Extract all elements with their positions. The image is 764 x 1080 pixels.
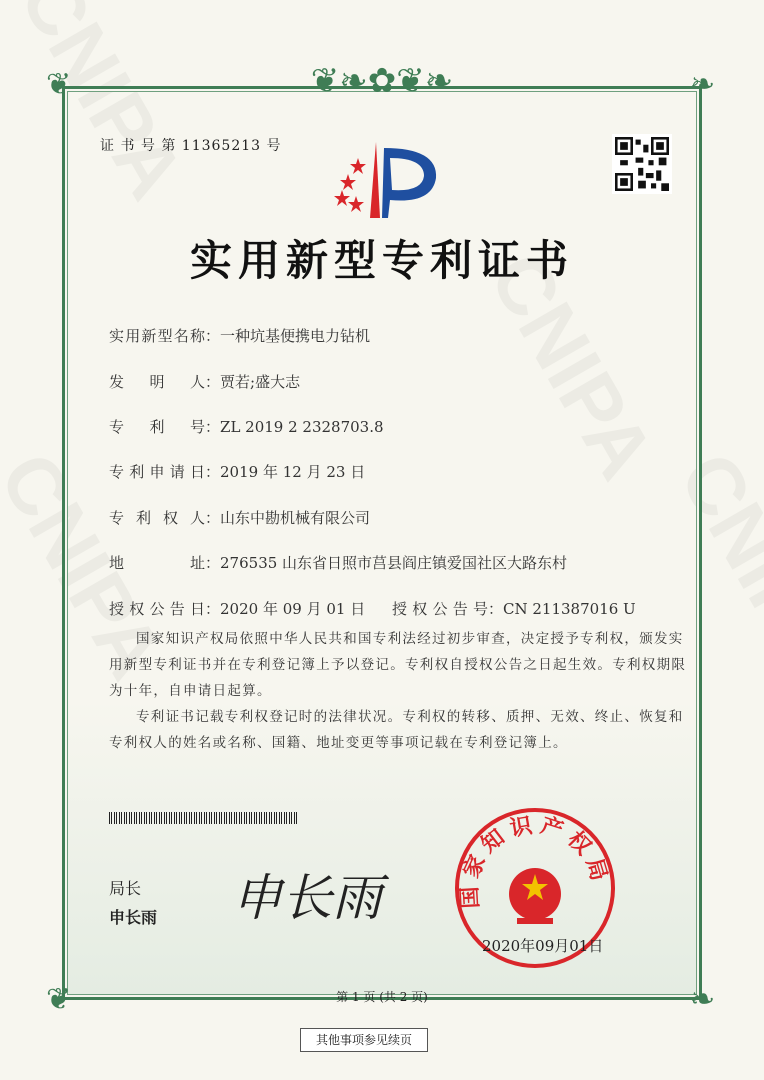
signature: 申长雨 — [232, 869, 382, 927]
field-inventor: 发明人：贾若;盛大志 — [109, 373, 301, 391]
certificate-number: 证 书 号 第 11365213 号 — [100, 138, 282, 154]
ornament-corner: ❧ — [690, 67, 716, 102]
cnipa-logo — [328, 138, 440, 220]
ornament-corner: ❦ — [46, 982, 72, 1017]
field-grant-date: 授权公告日：2020 年 09 月 01 日 — [109, 600, 366, 618]
certificate-title: 实用新型专利证书 — [189, 236, 574, 285]
field-patent-number: 专利号：ZL 2019 2 2328703.8 — [109, 418, 384, 436]
official-title: 局长 — [109, 879, 142, 898]
page-indicator: 第 1 页 (共 2 页) — [336, 990, 428, 1004]
statement-paragraph: 专利证书记载专利权登记时的法律状况。专利权的转移、质押、无效、终止、恢复和专利权人的姓名或名称、国籍、地址变更等事项记载在专利登记簿上。 — [109, 709, 684, 751]
field-address: 地址：276535 山东省日照市莒县阎庄镇爱国社区大路东村 — [109, 554, 568, 572]
ornament-top: ❦❧✿❦❧ — [310, 61, 454, 101]
seal-date: 2020年09月01日 — [482, 937, 604, 955]
ornament-corner: ❧ — [690, 982, 716, 1017]
ornament-corner: ❦ — [46, 67, 72, 102]
continuation-note: 其他事项参见续页 — [300, 1028, 428, 1052]
field-name: 实用新型名称：一种坑基便携电力钻机 — [109, 327, 371, 345]
statement-paragraph: 国家知识产权局依照中华人民共和国专利法经过初步审查，决定授予专利权，颁发实用新型专利证书并在专利登记簿上予以登记。专利权自授权公告之日起生效。专利权期限为十年，自申请日起算。 — [109, 631, 687, 699]
barcode — [109, 812, 299, 824]
qr-code — [612, 134, 672, 194]
official-name: 申长雨 — [109, 908, 158, 927]
field-patentee: 专利权人：山东中勘机械有限公司 — [109, 509, 371, 527]
seal-text: 国家知识产权局 — [459, 812, 611, 910]
field-publication-number: 授权公告号：CN 211387016 U — [392, 600, 636, 618]
field-filing-date: 专利申请日：2019 年 12 月 23 日 — [109, 463, 366, 481]
